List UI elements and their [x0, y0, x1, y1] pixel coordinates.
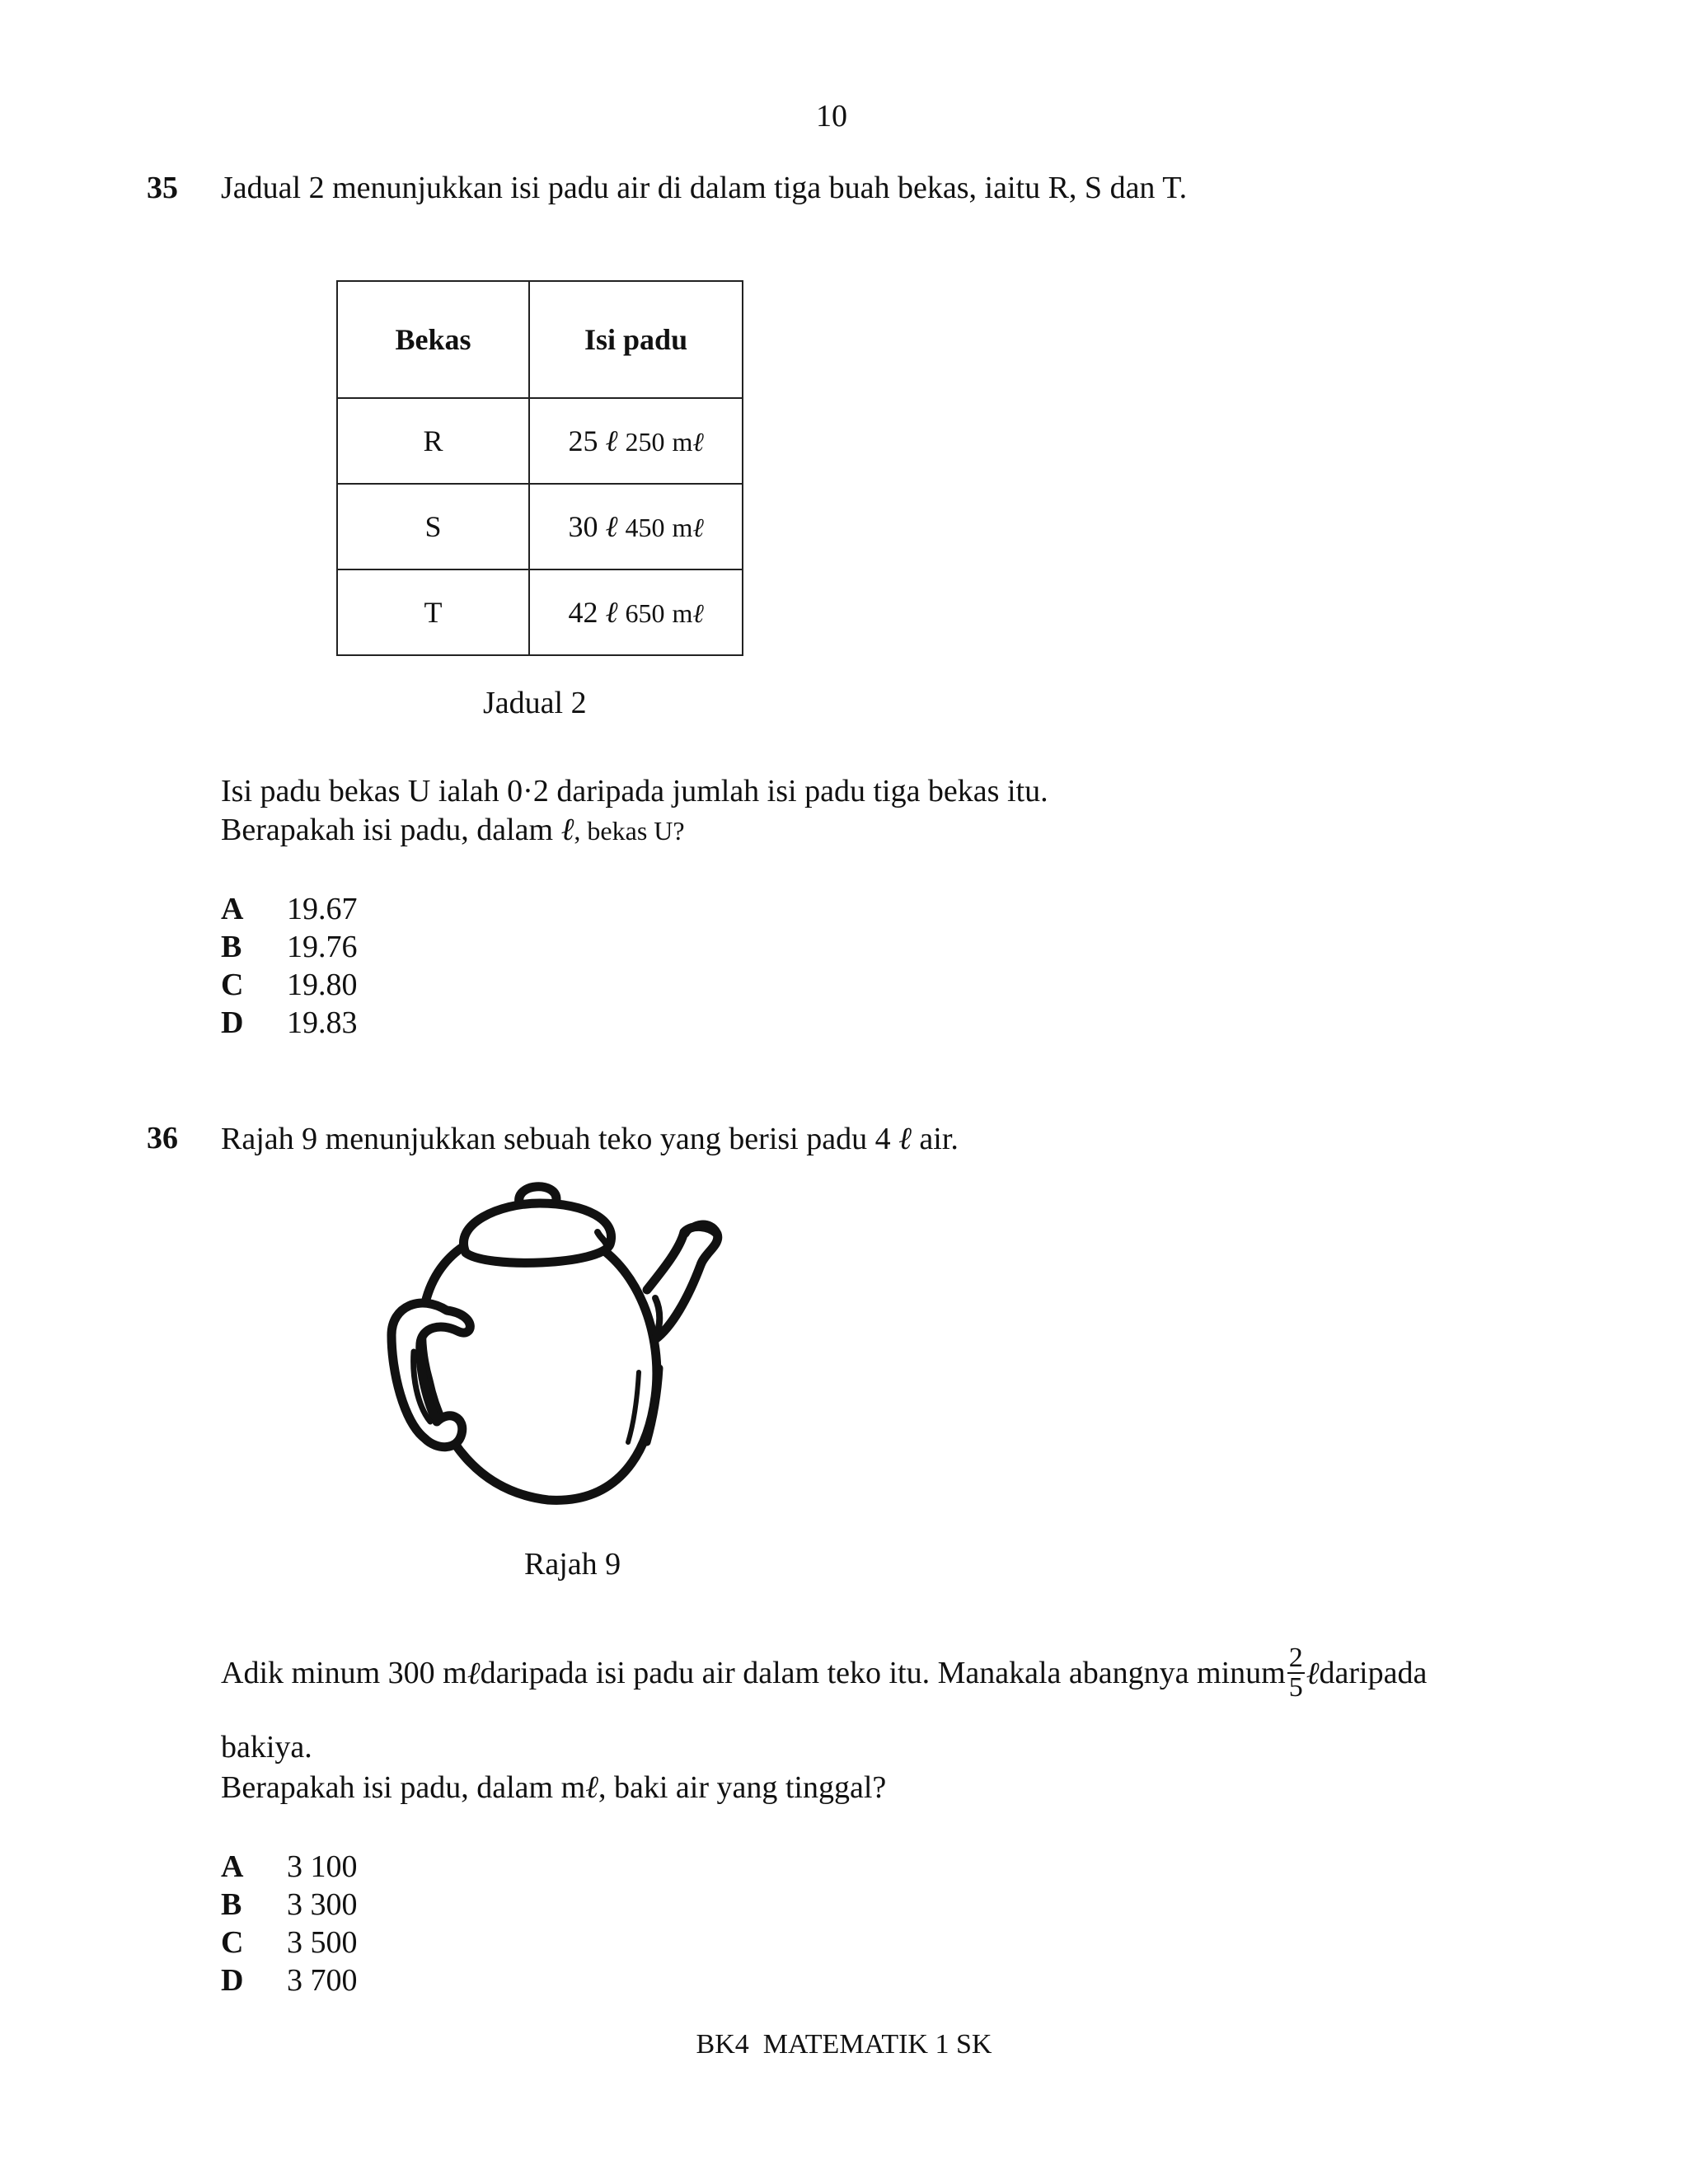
- table-cell-bekas: S: [337, 484, 529, 569]
- page-number: 10: [816, 99, 847, 134]
- question-35-stem: Jadual 2 menunjukkan isi padu air di dalam tiga buah bekas, iaitu R, S dan T.: [221, 171, 1188, 205]
- table-header-isi-padu: Isi padu: [529, 281, 743, 398]
- table-row: [337, 484, 743, 569]
- question-36-options: [221, 1848, 358, 1999]
- teapot-illustration: [354, 1174, 758, 1521]
- fraction-two-fifths: $\frac{2}{5}$: [1288, 1643, 1303, 1703]
- option-c[interactable]: C 3 500: [221, 1925, 358, 1960]
- option-d[interactable]: D 3 700: [221, 1963, 358, 1998]
- volume-table: [336, 280, 743, 656]
- option-b[interactable]: B 3 300: [221, 1887, 358, 1922]
- option-a[interactable]: A 19.67: [221, 892, 358, 926]
- question-35-number: 35: [147, 171, 178, 205]
- table-cell-volume: 30 ℓ 450 mℓ: [529, 484, 743, 569]
- figure-caption: Rajah 9: [524, 1547, 621, 1582]
- option-c[interactable]: C 19.80: [221, 968, 358, 1002]
- table-caption: Jadual 2: [483, 686, 587, 720]
- question-36-line1: Adik minum 300 m ℓ daripada isi padu air dalam teko itu. Manakala abangnya minum $\frac{2}{5}$ ℓ daripada: [221, 1643, 1428, 1703]
- table-header-row: [337, 281, 743, 398]
- table-cell-volume: 25 ℓ 250 mℓ: [529, 398, 743, 484]
- question-36-line2: bakiya.: [221, 1730, 312, 1765]
- table-cell-volume: 42 ℓ 650 mℓ: [529, 569, 743, 655]
- table-cell-bekas: R: [337, 398, 529, 484]
- table-row: [337, 398, 743, 484]
- question-35-options: [221, 890, 358, 1042]
- table-cell-bekas: T: [337, 569, 529, 655]
- question-36-stem: Rajah 9 menunjukkan sebuah teko yang berisi padu 4 ℓ air.: [221, 1120, 959, 1156]
- question-35-line1: Isi padu bekas U ialah 0·2 daripada jumlah isi padu tiga bekas itu.: [221, 774, 1048, 808]
- question-36-line3: Berapakah isi padu, dalam mℓ, baki air yang tinggal?: [221, 1769, 887, 1805]
- option-d[interactable]: D 19.83: [221, 1005, 358, 1040]
- table-header-bekas: Bekas: [337, 281, 529, 398]
- question-35-line2: Berapakah isi padu, dalam ℓ, bekas U?: [221, 811, 685, 847]
- option-b[interactable]: B 19.76: [221, 930, 358, 964]
- footer: BK4 MATEMATIK 1 SK: [696, 2029, 992, 2060]
- question-36-number: 36: [147, 1121, 178, 1155]
- table-row: [337, 569, 743, 655]
- option-a[interactable]: A 3 100: [221, 1849, 358, 1884]
